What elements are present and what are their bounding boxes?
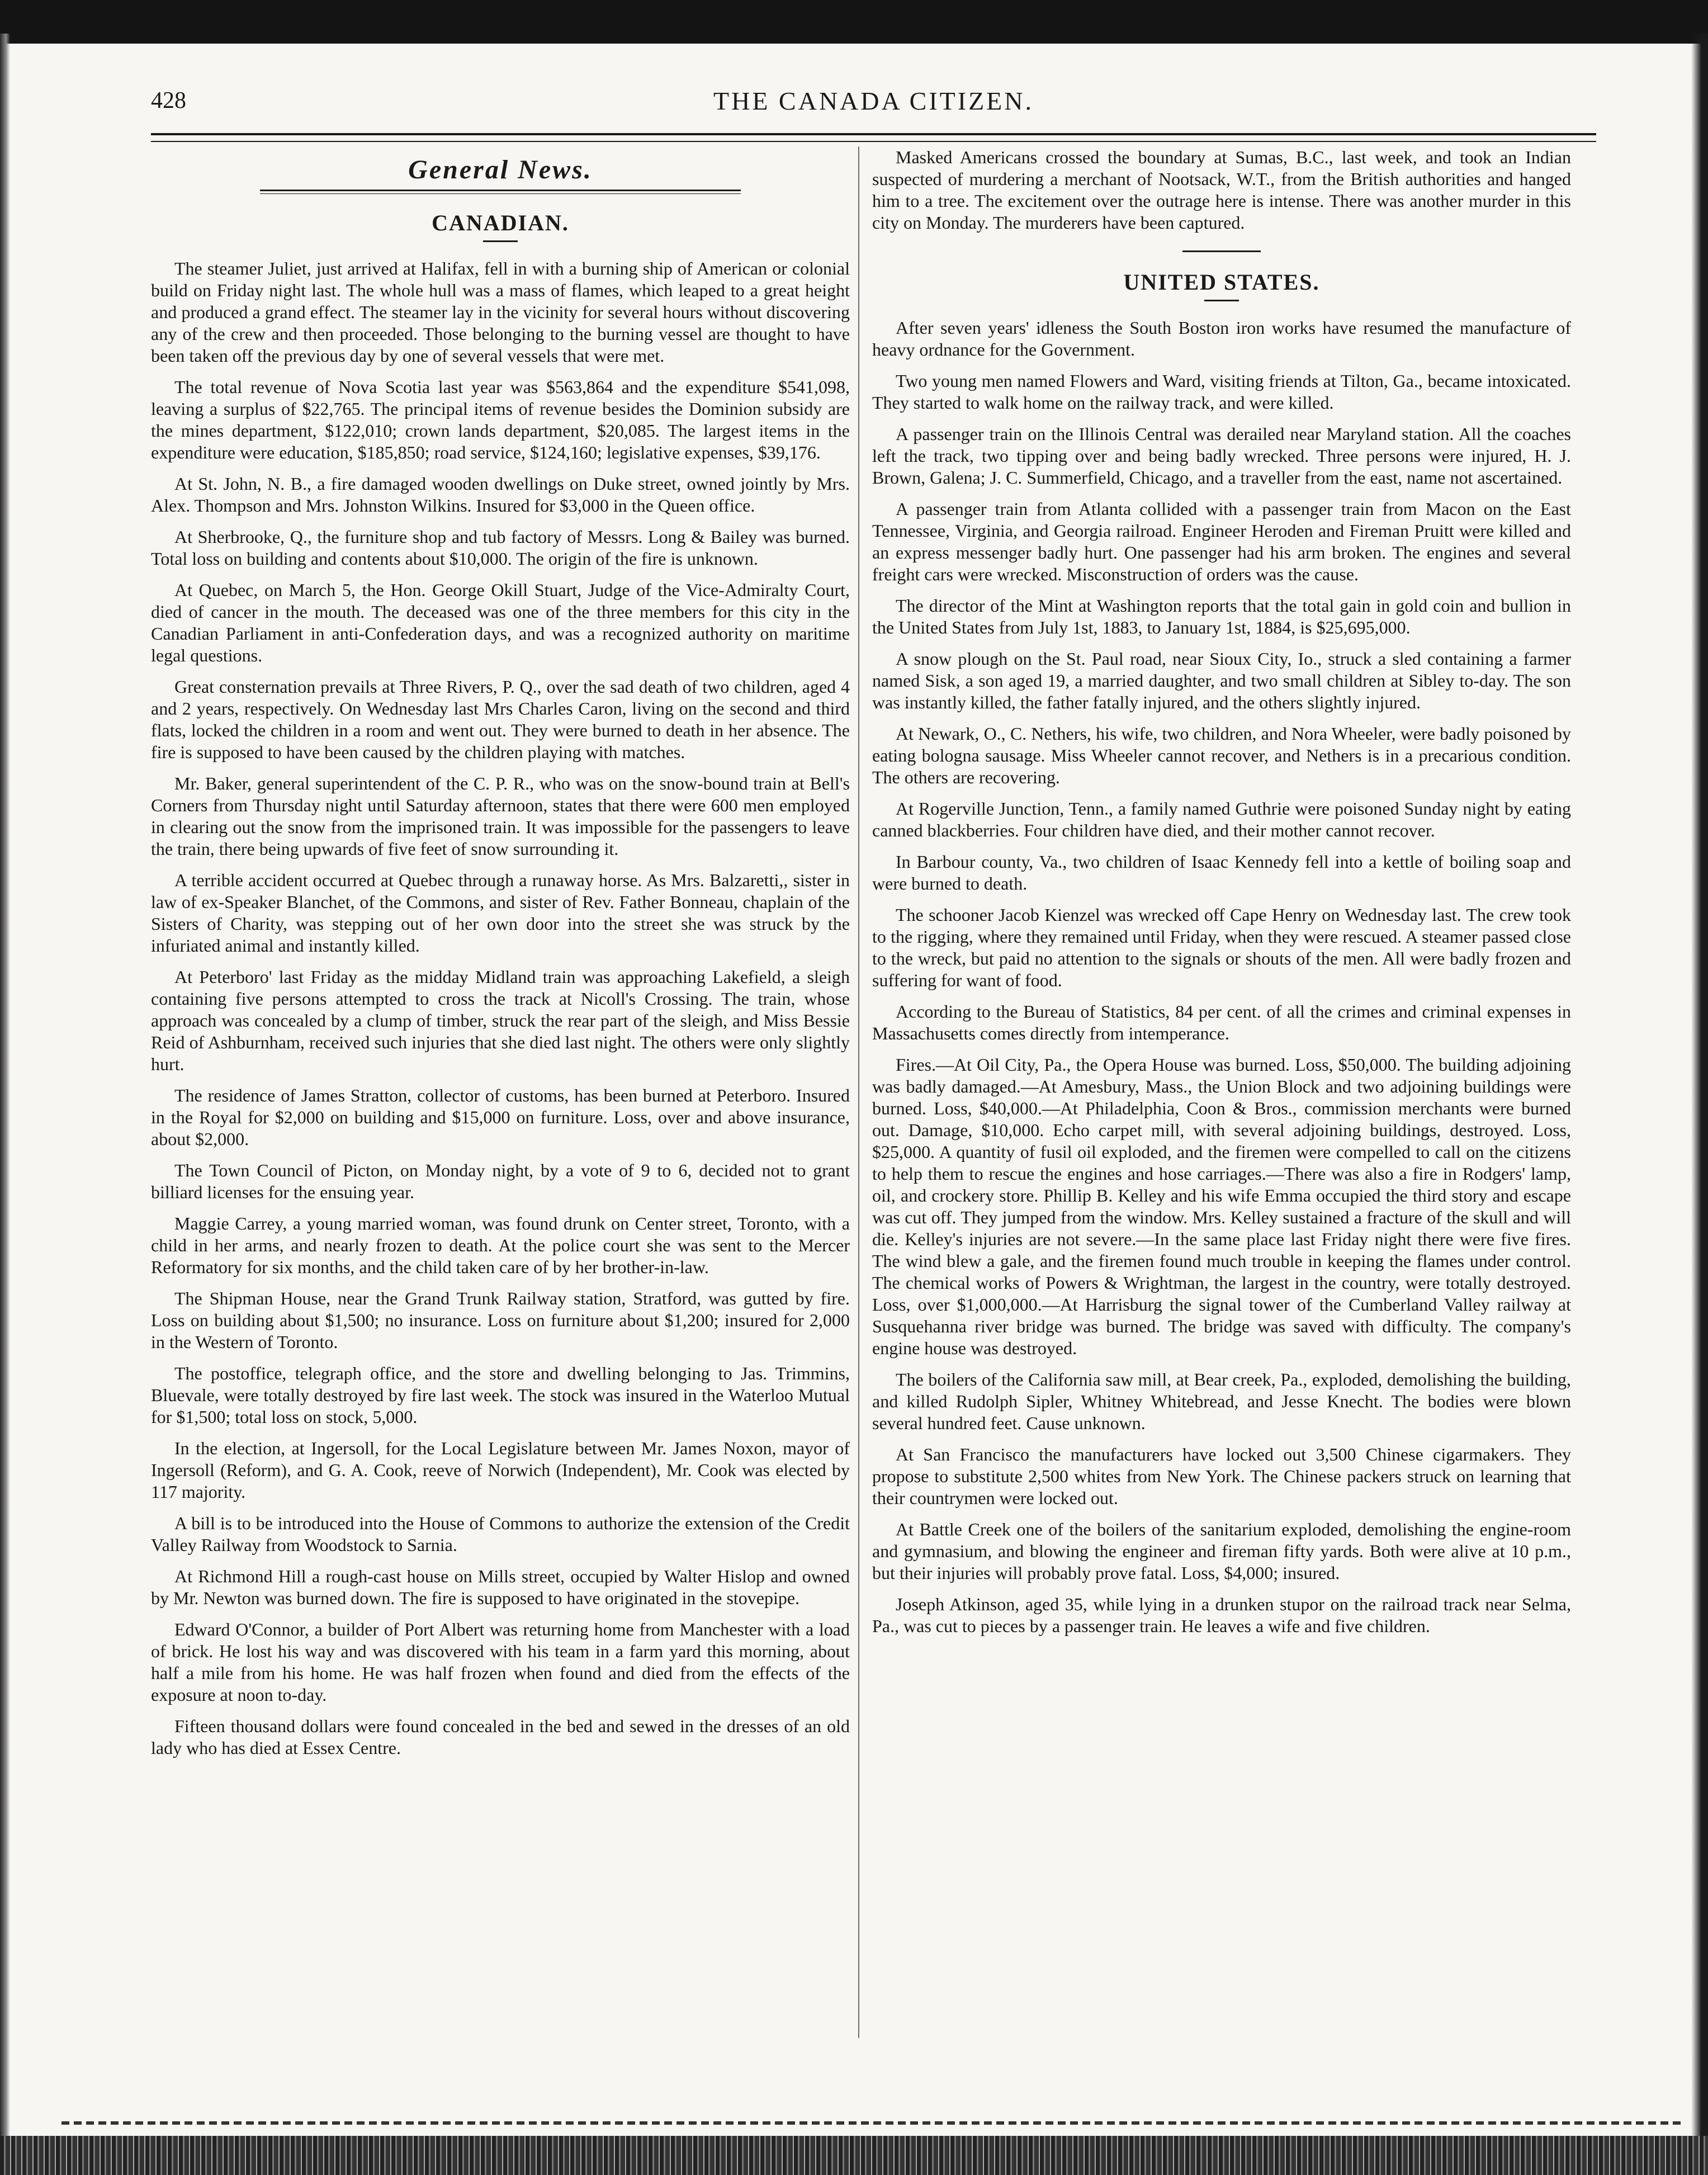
scan-border-left: [0, 34, 10, 2175]
masthead-title: THE CANADA CITIZEN.: [713, 87, 1034, 115]
article-paragraph: A snow plough on the St. Paul road, near Sioux City, Io., struck a sled containing a farmer named Sisk, a son aged 19, a married daughter, and two small children at Sibley to-day. The son was instantly killed, the father fatally injured, and the others slightly injured.: [872, 649, 1571, 712]
article-paragraph: After seven years' idleness the South Boston iron works have resumed the manufacture of heavy ordnance for the Government.: [872, 318, 1571, 360]
article-paragraph: At San Francisco the manufacturers have locked out 3,500 Chinese cigarmakers. They propose to substitute 2,500 whites from New York. The Chinese packers struck on learning that their countrymen were locked out.: [872, 1444, 1571, 1508]
header-rule: [151, 133, 1596, 142]
article-paragraph: At Richmond Hill a rough-cast house on Mills street, occupied by Walter Hislop and owned by Mr. Newton was burned down. The fire is supposed to have originated in the stovepipe.: [151, 1566, 850, 1608]
section-title-canadian: CANADIAN.: [432, 210, 569, 235]
article-paragraph: At Newark, O., C. Nethers, his wife, two children, and Nora Wheeler, were badly poisoned by eating bologna sausage. Miss Wheeler cannot recover, and Nethers is in a precarious condition. The others are recovering.: [872, 724, 1571, 787]
article-paragraph: At Peterboro' last Friday as the midday Midland train was approaching Lakefield, a sleigh containing five persons attempted to cross the track at Nicoll's Crossing. The train, whose approach was concealed by a clump of timber, struck the rear part of the sleigh, and Miss Bessie Reid of Ashburnham, received such injuries that she died last night. The others were only slightly hurt.: [151, 967, 850, 1074]
article-paragraph: At Quebec, on March 5, the Hon. George Okill Stuart, Judge of the Vice-Admiralty Court, died of cancer in the mouth. The deceased was one of the three members for this city in the Canadian Parliament in anti-Confederation days, and was a recognized authority on maritime legal questions.: [151, 580, 850, 665]
article-paragraph: Fifteen thousand dollars were found concealed in the bed and sewed in the dresses of an old lady who has died at Essex Centre.: [151, 1716, 850, 1758]
article-paragraph: According to the Bureau of Statistics, 84 per cent. of all the crimes and criminal expenses in Massachusetts comes directly from intemperance.: [872, 1001, 1571, 1043]
column-divider: [858, 146, 859, 2038]
article-paragraph: The Shipman House, near the Grand Trunk Railway station, Stratford, was gutted by fire. Loss on building about $1,500; no insurance. Loss on furniture about $1,200; insured for 2,000 in the Western of Toronto.: [151, 1288, 850, 1352]
article-paragraph: The total revenue of Nova Scotia last year was $563,864 and the expenditure $541,098, leaving a surplus of $22,765. The principal items of revenue besides the Dominion subsidy are the mines department, $122,010; crown lands department, $20,085. The largest items in the expenditure were education, $185,850; road service, $124,160; legislative expenses, $39,176.: [151, 377, 850, 462]
page-number: 428: [151, 88, 186, 114]
article-paragraph: Maggie Carrey, a young married woman, was found drunk on Center street, Toronto, with a child in her arms, and nearly frozen to death. At the police court she was sent to the Mercer Reformatory for six months, and the child taken care of by her brother-in-law.: [151, 1213, 850, 1277]
article-paragraph: At Battle Creek one of the boilers of the sanitarium exploded, demolishing the engine-room and gymnasium, and blowing the engineer and fireman fifty yards. Both were alive at 10 p.m., but their injuries will probably prove fatal. Loss, $4,000; insured.: [872, 1519, 1571, 1583]
page-header: [151, 87, 1596, 121]
article-paragraph: A passenger train from Atlanta collided with a passenger train from Macon on the East Tennessee, Virginia, and Georgia railroad. Engineer Heroden and Fireman Pruitt were killed and an express messenger badly hurt. One passenger had his arm broken. The engines and several freight cars were wrecked. Misconstruction of orders was the cause.: [872, 499, 1571, 584]
article-paragraph: Masked Americans crossed the boundary at Sumas, B.C., last week, and took an Indian suspected of murdering a merchant of Nootsack, W.T., from the British authorities and hanged him to a tree. The excitement over the outrage here is intense. There was another murder in this city on Monday. The murderers have been captured.: [872, 147, 1571, 233]
article-paragraph: Two young men named Flowers and Ward, visiting friends at Tilton, Ga., became intoxicated. They started to walk home on the railway track, and were killed.: [872, 371, 1571, 413]
heading-rule: [260, 190, 741, 194]
scan-border-right: [1691, 34, 1708, 2175]
article-paragraph: The postoffice, telegraph office, and the store and dwelling belonging to Jas. Trimmins, Bluevale, were totally destroyed by fire last week. The stock was insured in the Waterloo Mutual for $1,500; total loss on stock, 5,000.: [151, 1363, 850, 1427]
article-paragraph: At St. John, N. B., a fire damaged wooden dwellings on Duke street, owned jointly by Mrs. Alex. Thompson and Mrs. Johnston Wilkins. Insured for $3,000 in the Queen office.: [151, 474, 850, 516]
scan-dashed-line: [61, 2121, 1683, 2125]
article-paragraph: The director of the Mint at Washington reports that the total gain in gold coin and bullion in the United States from July 1st, 1883, to January 1st, 1884, is $25,695,000.: [872, 595, 1571, 637]
article-paragraph: The boilers of the California saw mill, at Bear creek, Pa., exploded, demolishing the building, and killed Rudolph Sipler, Whitney Whitebread, and Jesse Knecht. The bodies were blown several hundred feet. Cause unknown.: [872, 1369, 1571, 1433]
section-separator-rule: [1182, 250, 1261, 252]
article-paragraph: A passenger train on the Illinois Central was derailed near Maryland station. All the coaches left the track, two tipping over and being badly wrecked. Three persons were injured, H. J. Brown, Galena; J. C. Summerfield, Chicago, and a traveller from the east, name not ascertained.: [872, 424, 1571, 488]
general-news-heading: General News.: [408, 155, 593, 185]
article-paragraph: In the election, at Ingersoll, for the Local Legislature between Mr. James Noxon, mayor of Ingersoll (Reform), and G. A. Cook, reeve of Norwich (Independent), Mr. Cook was elected by 117 majority.: [151, 1438, 850, 1502]
article-paragraph: A bill is to be introduced into the House of Commons to authorize the extension of the Credit Valley Railway from Woodstock to Sarnia.: [151, 1513, 850, 1555]
article-paragraph: Fires.—At Oil City, Pa., the Opera House was burned. Loss, $50,000. The building adjoining was badly damaged.—At Amesbury, Mass., the Union Block and two adjoining buildings were burned. Loss, $40,000.—At Philadelphia, Coon & Bros., commission merchants were burned out. Damage, $10,000. Echo carpet mill, with several adjoining buildings, destroyed. Loss, $25,000. A quantity of fusil oil exploded, and the firemen were compelled to call on the citizens to help them to rescue the engines and hose carriages.—There was also a fire in Rodgers' lamp, oil, and crockery store. Phillip B. Kelley and his wife Emma occupied the third story and escape was cut off. They jumped from the window. Mrs. Kelley sustained a fracture of the skull and will die. Kelley's injuries are not severe.—In the same place last Friday night there were five fires. The wind blew a gale, and the firemen found much trouble in keeping the flames under control. The chemical works of Powers & Wrightman, the largest in the country, were totally destroyed. Loss, over $1,000,000.—At Harrisburg the signal tower of the Cumberland Valley railway at Susquehanna river bridge was burned. The bridge was saved with difficulty. The company's engine house was destroyed.: [872, 1055, 1571, 1358]
right-column: [872, 146, 1571, 2038]
article-paragraph: Great consternation prevails at Three Rivers, P. Q., over the sad death of two children, aged 4 and 2 years, respectively. On Wednesday last Mrs Charles Caron, living on the second and third flats, locked the children in a room and went out. They were burned to death in her absence. The fire is supposed to have been caused by the children playing with matches.: [151, 677, 850, 762]
scan-border-bottom: [0, 2136, 1708, 2175]
article-paragraph: At Rogerville Junction, Tenn., a family named Guthrie were poisoned Sunday night by eating canned blackberries. Four children have died, and their mother cannot recover.: [872, 798, 1571, 840]
scan-border-top: [0, 0, 1708, 44]
article-paragraph: A terrible accident occurred at Quebec through a runaway horse. As Mrs. Balzaretti,, sister in law of ex-Speaker Blanchet, of the Commons, and sister of Rev. Father Bonneau, chaplain of the Sisters of Charity, was stepping out of her own door into the street she was struck by the infuriated animal and instantly killed.: [151, 870, 850, 956]
article-paragraph: Edward O'Connor, a builder of Port Albert was returning home from Manchester with a load of brick. He lost his way and was discovered with his team in a farm yard this morning, about half a mile from his home. He was half frozen when found and died from the effects of the exposure at noon to-day.: [151, 1619, 850, 1705]
article-paragraph: The schooner Jacob Kienzel was wrecked off Cape Henry on Wednesday last. The crew took to the rigging, where they remained until Friday, when they were rescued. A steamer passed close to the wreck, but paid no attention to the signals or shouts of the men. All were badly frozen and suffering for want of food.: [872, 905, 1571, 990]
article-paragraph: At Sherbrooke, Q., the furniture shop and tub factory of Messrs. Long & Bailey was burned. Total loss on building and contents about $10,000. The origin of the fire is unknown.: [151, 527, 850, 569]
article-paragraph: Mr. Baker, general superintendent of the C. P. R., who was on the snow-bound train at Bell's Corners from Thursday night until Saturday afternoon, states that there were 600 men employed in clearing out the snow from the imprisoned train. It was impossible for the passengers to leave the train, there being upwards of five feet of snow surrounding it.: [151, 773, 850, 859]
article-paragraph: In Barbour county, Va., two children of Isaac Kennedy fell into a kettle of boiling soap and were burned to death.: [872, 852, 1571, 893]
article-paragraph: The residence of James Stratton, collector of customs, has been burned at Peterboro. Insured in the Royal for $2,000 on building and $15,000 on furniture. Loss, over and above insurance, about $2,000.: [151, 1085, 850, 1149]
left-column: [151, 146, 850, 2038]
section-dash: [1204, 300, 1239, 301]
article-paragraph: Joseph Atkinson, aged 35, while lying in a drunken stupor on the railroad track near Selma, Pa., was cut to pieces by a passenger train. He leaves a wife and five children.: [872, 1594, 1571, 1636]
section-dash: [483, 240, 518, 242]
article-paragraph: The steamer Juliet, just arrived at Halifax, fell in with a burning ship of American or colonial build on Friday night last. The whole hull was a mass of flames, which leaped to a great height and produced a grand effect. The steamer lay in the vicinity for several hours without discovering any of the crew and then proceeded. Those belonging to the burning vessel are thought to have been taken off the previous day by one of several vessels that were met.: [151, 258, 850, 366]
article-paragraph: The Town Council of Picton, on Monday night, by a vote of 9 to 6, decided not to grant billiard licenses for the ensuing year.: [151, 1160, 850, 1202]
section-title-united-states: UNITED STATES.: [1123, 269, 1320, 295]
